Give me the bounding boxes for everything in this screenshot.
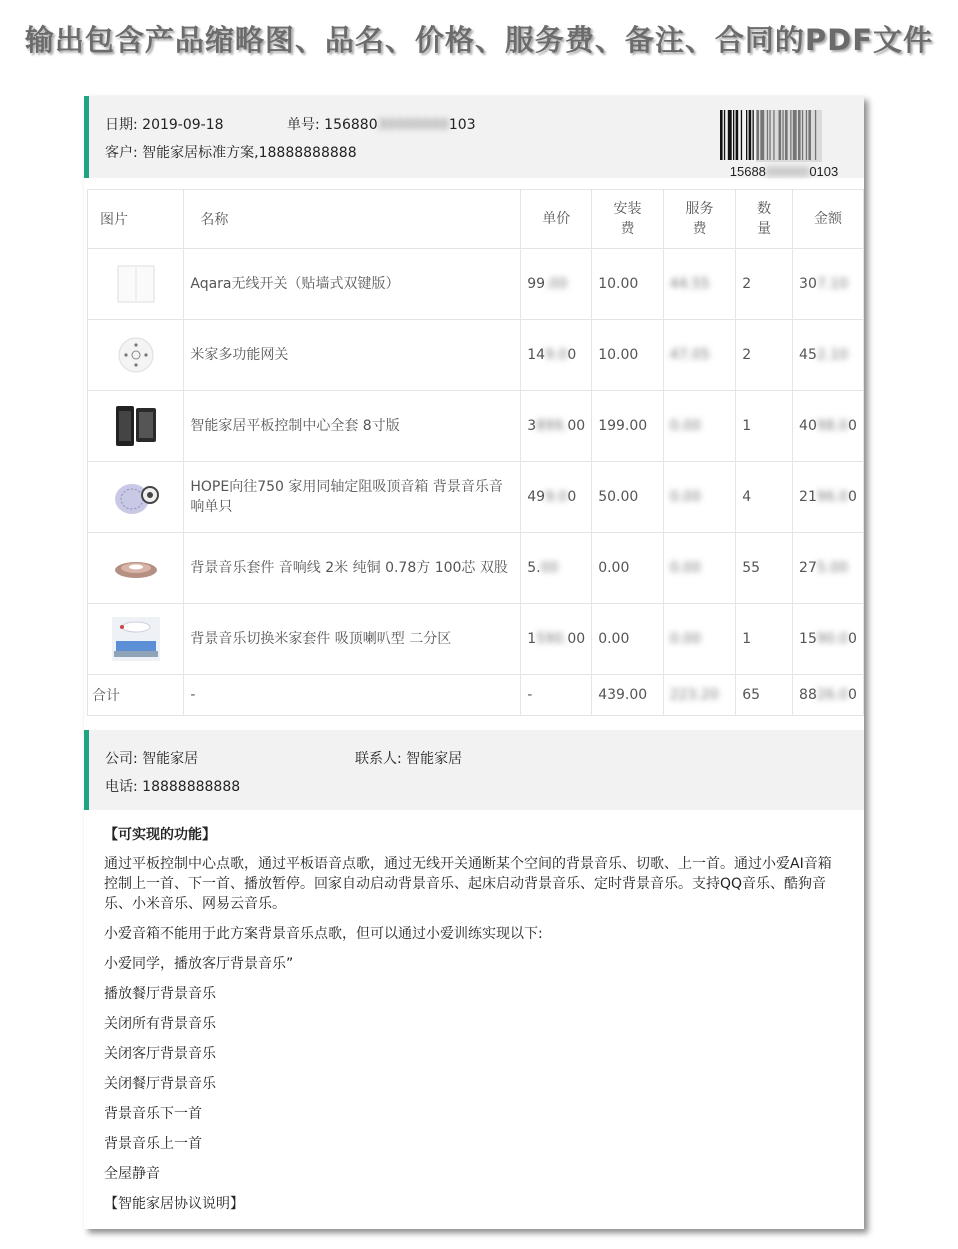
- total-name: -: [184, 675, 521, 716]
- install-fee: 0.00: [592, 604, 664, 675]
- redacted-value: 44.55: [669, 276, 710, 292]
- notes-section: [104, 824, 844, 1224]
- product-name: 米家多功能网关: [184, 320, 521, 391]
- product-image-cell: [88, 391, 184, 462]
- redacted-value: 0.00: [669, 560, 701, 576]
- total-service: [663, 675, 736, 716]
- voice-command: 背景音乐下一首: [104, 1106, 202, 1122]
- redacted-value: 47.05: [669, 347, 710, 363]
- page-banner-title: 输出包含产品缩略图、品名、价格、服务费、备注、合同的PDF文件: [24, 23, 934, 57]
- product-name: 背景音乐套件 音响线 2米 纯铜 0.78方 100芯 双股: [184, 533, 521, 604]
- unit-price: 1590.00: [521, 604, 592, 675]
- unit-price: 149.00: [521, 320, 592, 391]
- voice-command: 关闭所有背景音乐: [104, 1016, 216, 1032]
- agreement-heading: 【智能家居协议说明】: [104, 1196, 244, 1212]
- product-image-cell: [88, 604, 184, 675]
- install-fee: 10.00: [592, 249, 664, 320]
- speaker-thumbnail: [112, 473, 160, 521]
- amount: 452.10: [793, 320, 864, 391]
- product-name: 背景音乐切换米家套件 吸顶喇叭型 二分区: [184, 604, 521, 675]
- quantity: 55: [736, 533, 793, 604]
- amount: 275.00: [793, 533, 864, 604]
- amount: 2196.00: [793, 462, 864, 533]
- switch-thumbnail: [112, 260, 160, 308]
- unit-price: 499.00: [521, 462, 592, 533]
- product-image-cell: [88, 462, 184, 533]
- barcode-bar: [753, 110, 754, 160]
- redacted-value: 96.0: [816, 489, 849, 505]
- quantity: 1: [736, 391, 793, 462]
- redacted-value: 590.: [536, 631, 568, 647]
- redacted-value: 26.0: [816, 687, 849, 703]
- unit-price: 3899.00: [521, 391, 592, 462]
- unit-price: 99.00: [521, 249, 592, 320]
- redacted-value: 223.20: [669, 687, 719, 703]
- voice-command: 关闭客厅背景音乐: [104, 1046, 216, 1062]
- total-quantity: 65: [736, 675, 793, 716]
- redacted-value: 899.: [536, 418, 568, 434]
- table-header-row: [88, 190, 864, 249]
- total-row: [88, 675, 864, 716]
- room-thumbnail: [112, 615, 160, 663]
- barcode-bar: [741, 110, 742, 160]
- header-quantity: 数 量: [736, 190, 793, 249]
- contact-person: 联系人: 智能家居: [355, 751, 463, 767]
- gateway-thumbnail: [112, 331, 160, 379]
- header-service-fee: 服务 费: [663, 190, 736, 249]
- xiaoai-note: 小爱音箱不能用于此方案背景音乐点歌，但可以通过小爱训练实现以下:: [104, 926, 543, 942]
- redacted-value: 7.10: [816, 276, 849, 292]
- product-name: Aqara无线开关（贴墙式双键版）: [184, 249, 521, 320]
- amount: 307.10: [793, 249, 864, 320]
- product-name: 智能家居平板控制中心全套 8寸版: [184, 391, 521, 462]
- order-date: 日期: 2019-09-18: [105, 117, 224, 133]
- header-install-fee: 安装 费: [592, 190, 664, 249]
- redacted-value: 9.0: [545, 347, 568, 363]
- table-row: [88, 320, 864, 391]
- cable-thumbnail: [112, 544, 160, 592]
- tablet-thumbnail: [112, 402, 160, 450]
- document-header: [84, 96, 864, 178]
- service-fee: [663, 249, 736, 320]
- service-fee: [663, 462, 736, 533]
- quantity: 4: [736, 462, 793, 533]
- total-label: 合计: [88, 675, 184, 716]
- voice-command: 小爱同学，播放客厅背景音乐”: [104, 956, 294, 972]
- product-image-cell: [88, 533, 184, 604]
- amount: 4098.00: [793, 391, 864, 462]
- install-fee: 0.00: [592, 533, 664, 604]
- header-amount: 金额: [793, 190, 864, 249]
- barcode-bar: [749, 110, 752, 160]
- voice-command: 全屋静音: [104, 1166, 160, 1182]
- service-fee: [663, 604, 736, 675]
- contact-phone: 电话: 18888888888: [105, 779, 241, 795]
- redacted-value: 9.0: [545, 489, 568, 505]
- features-paragraph: 通过平板控制中心点歌，通过平板语音点歌，通过无线开关通断某个空间的背景音乐、切歌、上一首。通过小爱AI音箱控制上一首、下一首、播放暂停。回家自动启动背景音乐、起床启动背景音乐、定时背景音乐。支持QQ音乐、酷狗音乐、小米音乐、网易云音乐。: [104, 856, 832, 912]
- barcode-bar: [736, 110, 739, 160]
- redacted-value: 90.0: [816, 631, 849, 647]
- redacted-value: 00: [540, 560, 559, 576]
- product-image-cell: [88, 320, 184, 391]
- unit-price: 5.00: [521, 533, 592, 604]
- pdf-document: [84, 96, 864, 1229]
- total-amount: 8826.00: [793, 675, 864, 716]
- features-heading: 【可实现的功能】: [104, 827, 216, 843]
- quantity: 2: [736, 320, 793, 391]
- service-fee: [663, 320, 736, 391]
- barcode-bar: [728, 110, 732, 160]
- header-image: 图片: [88, 190, 184, 249]
- barcode-redaction: [756, 110, 822, 162]
- product-name: HOPE向往750 家用同轴定阻吸顶音箱 背景音乐音响单只: [184, 462, 521, 533]
- install-fee: 10.00: [592, 320, 664, 391]
- redacted-value: .00: [545, 276, 568, 292]
- header-name: 名称: [184, 190, 521, 249]
- order-number: 单号: 15688030000000103: [287, 117, 476, 133]
- redacted-value: 0.00: [669, 631, 701, 647]
- quantity: 2: [736, 249, 793, 320]
- redacted-value: 0.00: [669, 418, 701, 434]
- service-fee: [663, 533, 736, 604]
- voice-command: 关闭餐厅背景音乐: [104, 1076, 216, 1092]
- product-image-cell: [88, 249, 184, 320]
- product-table: [87, 189, 864, 716]
- total-install: 439.00: [592, 675, 664, 716]
- contact-panel: [84, 730, 864, 810]
- table-row: [88, 604, 864, 675]
- voice-command: 播放餐厅背景音乐: [104, 986, 216, 1002]
- redacted-value: 2.10: [816, 347, 849, 363]
- table-row: [88, 462, 864, 533]
- install-fee: 199.00: [592, 391, 664, 462]
- barcode-bars: [718, 110, 850, 162]
- table-row: [88, 391, 864, 462]
- service-fee: [663, 391, 736, 462]
- header-price: 单价: [521, 190, 592, 249]
- redacted-value: 0.00: [669, 489, 701, 505]
- barcode: [718, 110, 850, 179]
- customer-info: 客户: 智能家居标准方案,18888888888: [105, 145, 357, 161]
- company-name: 公司: 智能家居: [105, 751, 199, 767]
- barcode-bar: [720, 110, 723, 160]
- quantity: 1: [736, 604, 793, 675]
- total-price: -: [521, 675, 592, 716]
- amount: 1590.00: [793, 604, 864, 675]
- barcode-bar: [746, 110, 747, 160]
- table-row: [88, 249, 864, 320]
- redacted-value: 98.0: [816, 418, 849, 434]
- table-row: [88, 533, 864, 604]
- barcode-bar: [724, 110, 725, 160]
- voice-command: 背景音乐上一首: [104, 1136, 202, 1152]
- redacted-value: 5.00: [816, 560, 849, 576]
- redacted-order-digits: 30000000: [377, 117, 449, 133]
- barcode-bar: [733, 110, 734, 160]
- barcode-number: 156880000000103: [729, 164, 839, 179]
- install-fee: 50.00: [592, 462, 664, 533]
